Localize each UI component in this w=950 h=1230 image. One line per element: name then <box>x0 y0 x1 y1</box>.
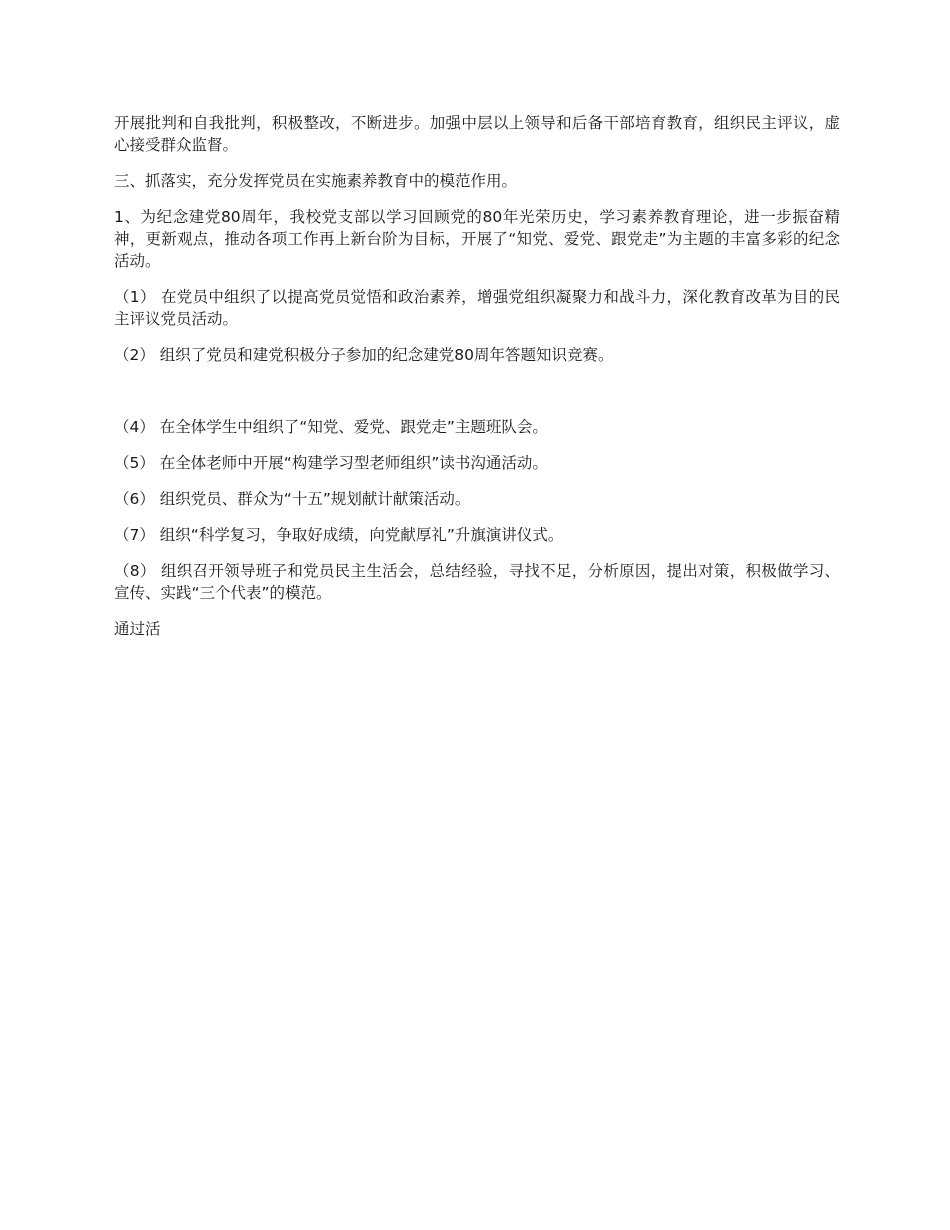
list-item-1: （1） 在党员中组织了以提高党员觉悟和政治素养，增强党组织凝聚力和战斗力，深化教育改革为目的民主评议党员活动。 <box>114 288 840 328</box>
paragraph-discipline: 开展批判和自我批判，积极整改，不断进步。加强中层以上领导和后备干部培育教育，组织民主评议，虚心接受群众监督。 <box>114 114 840 154</box>
blank-gap <box>114 380 840 416</box>
document-page <box>114 112 840 654</box>
list-item-4: （4） 在全体学生中组织了“知党、爱党、跟党走”主题班队会。 <box>114 418 548 436</box>
section-heading-three: 三、抓落实，充分发挥党员在实施素养教育中的模范作用。 <box>114 172 518 190</box>
list-item-2: （2） 组织了党员和建党积极分子参加的纪念建党80周年答题知识竞赛。 <box>114 346 614 364</box>
list-item-6: （6） 组织党员、群众为“十五”规划献计献策活动。 <box>114 490 471 508</box>
list-item-7: （7） 组织“科学复习，争取好成绩，向党献厚礼”升旗演讲仪式。 <box>114 526 564 544</box>
list-item-5: （5） 在全体老师中开展“构建学习型老师组织”读书沟通活动。 <box>114 454 548 472</box>
list-item-8: （8） 组织召开领导班子和党员民主生活会，总结经验，寻找不足，分析原因，提出对策，积极做学习、宣传、实践“三个代表”的模范。 <box>114 562 840 602</box>
paragraph-anniversary: 1、为纪念建党80周年，我校党支部以学习回顾党的80年光荣历史，学习素养教育理论，进一步振奋精神，更新观点，推动各项工作再上新台阶为目标，开展了“知党、爱党、跟党走”为主题的丰富多彩的纪念活动。 <box>114 208 840 270</box>
paragraph-fragment: 通过活 <box>114 620 161 638</box>
